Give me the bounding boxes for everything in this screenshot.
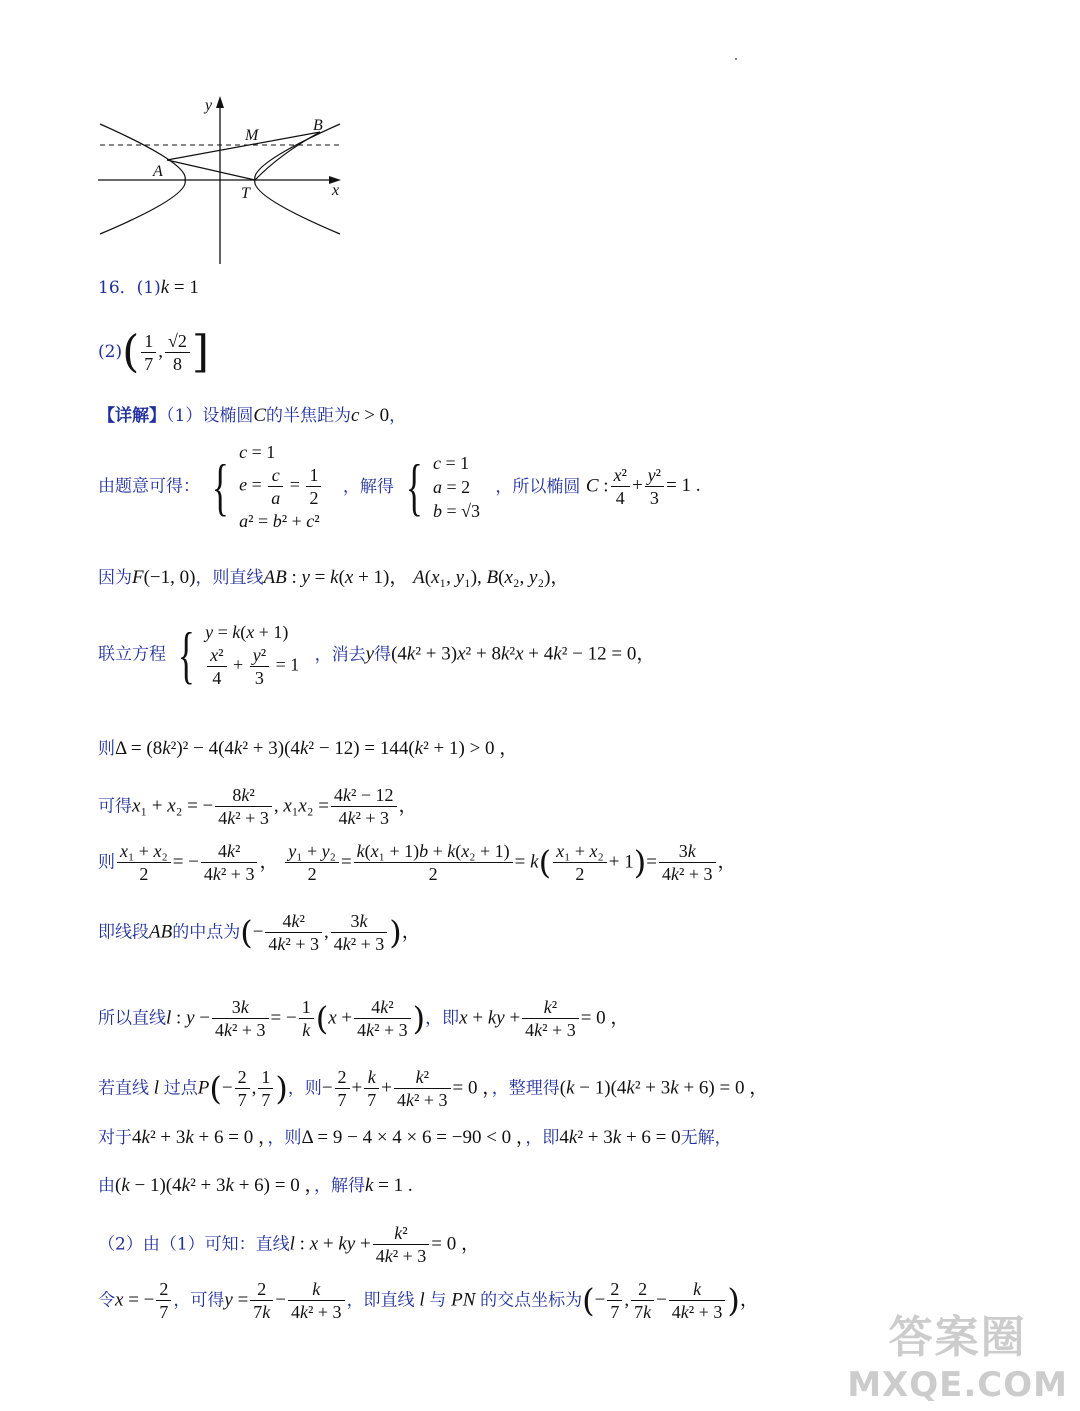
label-x: x: [332, 182, 340, 199]
hyperbola-figure: [95, 92, 355, 267]
segment-TB: [255, 132, 320, 180]
detail-line-12: 由(k − 1)(4k² + 3k + 6) = 0 ，，解得k = 1 .: [98, 1175, 413, 1196]
detail-line-4: 联立方程 { y = k(x + 1) $\frac{\text{x²}}{4}$ + $\frac{\text{y²}}{3}$ = 1 ，消去y得(4k² + 3)x² + 8k²x + 4k² − 12 = 0，: [98, 618, 656, 690]
detail-line-11: 对于4k² + 3k + 6 = 0 ，，则Δ = 9 − 4 × 4 × 6 = −90 < 0 ，，即4k² + 3k + 6 = 0无解，: [98, 1127, 732, 1148]
detail-line-8: 即线段AB的中点为(− $\frac{\text{4k²}}{\text{4k² + 3}}$ , $\frac{3k}{\text{4k² + 3}}$ )，: [98, 911, 421, 954]
detail-line-7: 则 $\frac{\text{x₁ + x₂}}{2}$ = − $\frac{\text{4k²}}{\text{4k² + 3}}$ ， $\frac{\text{y₁ + y₂}}{2}$ = $\frac{\text{k(x₁ + 1)b + k(x₂ + 1)}}{2}$ = k( $\frac{\text{x₁ + x₂}}{2}$ + 1)= $\frac{3k}{\text{4k² + 3}}$ ，: [98, 841, 737, 884]
label-T: T: [241, 185, 250, 202]
detail-line-10: 若直线 l 过点P(− $\frac{2}{7}$ , $\frac{1}{7}$ )，则− $\frac{2}{7}$ + $\frac{k}{7}$ + $\frac{\text{k²}}{\text{4k² + 3}}$ = 0 ，，整理得(k − 1)(4k² + 3k + 6) = 0 ，: [98, 1067, 769, 1110]
watermark: [847, 1301, 1068, 1405]
answer-16-2: (2)( $\frac{1}{7}$ , $\frac{√2}{8}$ ]: [98, 326, 210, 378]
detail-line-2: 由题意可得： { c = 1 e = $\frac{c}{a}$ = $\frac{1}{2}$ a² = b² + c² ，解得 { c = 1 a = 2 b = √3 ，所以椭圆 C : $\frac{\text{x²}}{4}$ + $\frac{\text{y²}}{3}$ = 1 .: [98, 442, 701, 531]
stray-dot: [735, 58, 737, 60]
label-y: y: [205, 97, 213, 114]
hyperbola-right-branch: [255, 124, 340, 234]
label-M: M: [245, 127, 259, 144]
detail-line-9: 所以直线l : y − $\frac{3k}{\text{4k² + 3}}$ = − $\frac{1}{k}$ (x + $\frac{\text{4k²}}{\text{4k² + 3}}$ )，即x + ky + $\frac{\text{k²}}{\text{4k² + 3}}$ = 0 ，: [98, 997, 630, 1040]
detail-line-13: （2）由（1）可知：直线l : x + ky + $\frac{\text{k²}}{\text{4k² + 3}}$ = 0 ，: [98, 1223, 480, 1266]
y-axis-arrow: [216, 96, 224, 108]
detail-line-1: 【详解】（1）设椭圆C的半焦距为c > 0，: [98, 405, 407, 426]
detail-line-5: 则Δ = (8k²)² − 4(4k² + 3)(4k² − 12) = 144(k² + 1) > 0 ，: [98, 738, 519, 759]
label-B: B: [313, 117, 323, 134]
detail-line-14: 令x = − $\frac{2}{7}$ ，可得y = $\frac{2}{7k}$ − $\frac{k}{\text{4k² + 3}}$ ，即直线 l 与 PN 的交点坐标为(− $\frac{2}{7}$ , $\frac{2}{7k}$ − $\frac{k}{\text{4k² + 3}}$ )，: [98, 1279, 759, 1322]
detail-line-3: 因为F(−1, 0)，则直线AB : y = k(x + 1)， A(x₁, y₁), B(x₂, y₂)，: [98, 567, 570, 588]
segment-AT: [167, 160, 255, 180]
watermark-cn: 答案圈: [888, 1312, 1027, 1363]
detail-line-6: 可得x₁ + x₂ = − $\frac{\text{8k²}}{\text{4k² + 3}}$ , x₁x₂ = $\frac{\text{4k² − 12}}{\text{4k² + 3}}$ ，: [98, 785, 418, 828]
answer-16-1: 16．(1)k = 1: [98, 277, 199, 298]
watermark-en: MXQE.COM: [847, 1365, 1068, 1405]
label-A: A: [153, 163, 163, 180]
hyperbola-left-branch: [100, 124, 185, 234]
